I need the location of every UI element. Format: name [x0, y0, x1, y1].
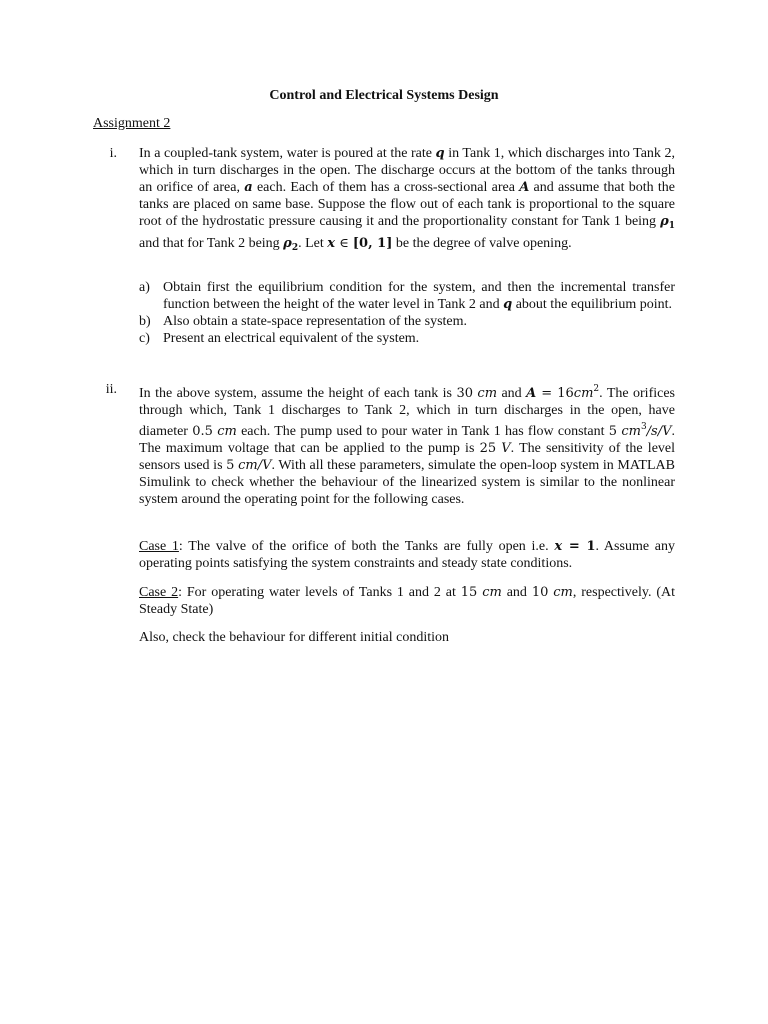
q2-text-4: each. The pump used to pour water in Tank 1 has flow constant — [236, 424, 609, 439]
q2-sens: 5 — [226, 458, 235, 473]
q1-text-5: and that for Tank 2 being — [139, 236, 284, 251]
page-title: Control and Electrical Systems Design — [269, 88, 499, 103]
q2-text-3: . The orifices through which, Tank 1 discharges to Tank 2, which in turn discharges in the open, have diameter — [139, 386, 676, 439]
q2-sens-unit: cm/V — [238, 458, 272, 473]
case-2 — [139, 584, 675, 618]
subitem-c-label: c) — [139, 331, 150, 346]
subitem-b-text: Also obtain a state-space representation of the system. — [163, 314, 468, 329]
q2-text-5: . The maximum voltage that can be applied to the pump is — [139, 424, 675, 456]
case-2-label: Case 2 — [139, 585, 179, 600]
q2-val-25: 25 — [479, 441, 497, 456]
subitem-a-label: a) — [139, 280, 150, 295]
q2-unit-cm2: cm — [573, 386, 594, 401]
subitem-b — [139, 313, 675, 330]
question-2-text — [139, 381, 675, 508]
q1-var-rho2: ρ — [283, 236, 292, 251]
assignment-heading: Assignment 2 — [93, 116, 171, 131]
case-2-val-15: 15 — [460, 585, 478, 600]
q1-interval: [0, 1] — [352, 236, 393, 251]
q2-val-05: 0.5 — [192, 424, 213, 439]
question-1-numeral: i. — [109, 146, 117, 161]
subitem-b-label: b) — [139, 314, 151, 329]
case-1-text-1: : The valve of the orifice of both the Tanks are fully open i.e. — [178, 539, 555, 554]
q2-sup-3: 3 — [640, 422, 647, 432]
q1-var-A: A — [519, 180, 530, 195]
q1-text-8: be the degree of valve opening. — [392, 236, 572, 251]
q1-text-2: in Tank 1, which discharges into Tank 2, which in turn discharges in the open. The discharge occurs at the bottom of the tanks through an orifice of area, — [139, 146, 675, 195]
question-2-numeral: ii. — [105, 382, 117, 397]
question-1-subitems — [139, 279, 675, 347]
q2-flow-unit-2: /s/V — [646, 424, 672, 439]
question-1-text — [139, 145, 675, 257]
q1-var-x: x — [327, 236, 336, 251]
subitem-a-var-q: q — [503, 297, 513, 312]
subitem-a — [139, 279, 675, 313]
case-1-text-2: . Assume any operating points satisfying the system constraints and steady state conditions. — [139, 539, 675, 571]
q1-var-a: a — [244, 180, 253, 195]
q1-sub-1: 1 — [668, 221, 675, 231]
q2-var-A: A — [526, 386, 537, 401]
case-1-var-x: x — [554, 539, 563, 554]
q1-text-1: In a coupled-tank system, water is poured at the rate — [139, 146, 436, 161]
q2-flow-unit: cm — [621, 424, 641, 439]
q2-val-30: 30 — [456, 386, 473, 401]
q2-unit-cm-1: cm — [477, 386, 498, 401]
q2-text-7: . With all these parameters, simulate the open-loop system in MATLAB Simulink to check whether the behaviour of the linearized system is similar to the nonlinear system around the operating point for the following cases. — [139, 458, 675, 507]
case-2-unit-cm-1: cm — [482, 585, 502, 600]
q2-text-1: In the above system, assume the height of each tank is — [139, 386, 457, 401]
case-2-text-3: , respectively. (At Steady State) — [139, 585, 676, 617]
subitem-a-text-1: Obtain first the equilibrium condition for the system, and then the incremental transfer function between the height of the water level in Tank 2 and — [163, 280, 675, 312]
q1-text-7: ∈ — [335, 236, 353, 251]
case-2-val-10: 10 — [531, 585, 549, 600]
q2-unit-cm-2: cm — [217, 424, 237, 439]
q2-val-5: 5 — [608, 424, 618, 439]
q2-text-6: . The sensitivity of the level sensors used is — [139, 441, 676, 473]
q1-text-6: . Let — [298, 236, 328, 251]
case-2-text-2: and — [501, 585, 532, 600]
case-1-label: Case 1 — [139, 539, 179, 554]
q1-text-3: each. Each of them has a cross-sectional area — [252, 180, 520, 195]
subitem-c-text: Present an electrical equivalent of the system. — [163, 331, 420, 346]
q1-var-rho1: ρ — [660, 214, 669, 229]
case-2-unit-cm-2: cm — [553, 585, 573, 600]
q1-var-q: q — [435, 146, 445, 161]
q2-eq-16: = 16 — [536, 386, 574, 401]
q2-text-2: and — [497, 386, 527, 401]
subitem-a-text-2: about the equilibrium point. — [512, 297, 673, 312]
q1-text-4: and assume that both the tanks are placed on same base. Suppose the flow out of each tank is proportional to the square root of the hydrostatic pressure causing it and the proportionality constant for Tank 1 being — [139, 180, 675, 229]
case-1 — [139, 538, 675, 572]
case-1-eq: = 1 — [562, 539, 596, 554]
q2-sup-2: 2 — [593, 384, 600, 394]
q2-unit-V: V — [501, 441, 511, 456]
q1-sub-2: 2 — [291, 243, 299, 253]
closing-note: Also, check the behaviour for different initial condition — [139, 630, 449, 645]
subitem-c — [139, 330, 675, 347]
case-2-text-1: : For operating water levels of Tanks 1 and 2 at — [178, 585, 461, 600]
